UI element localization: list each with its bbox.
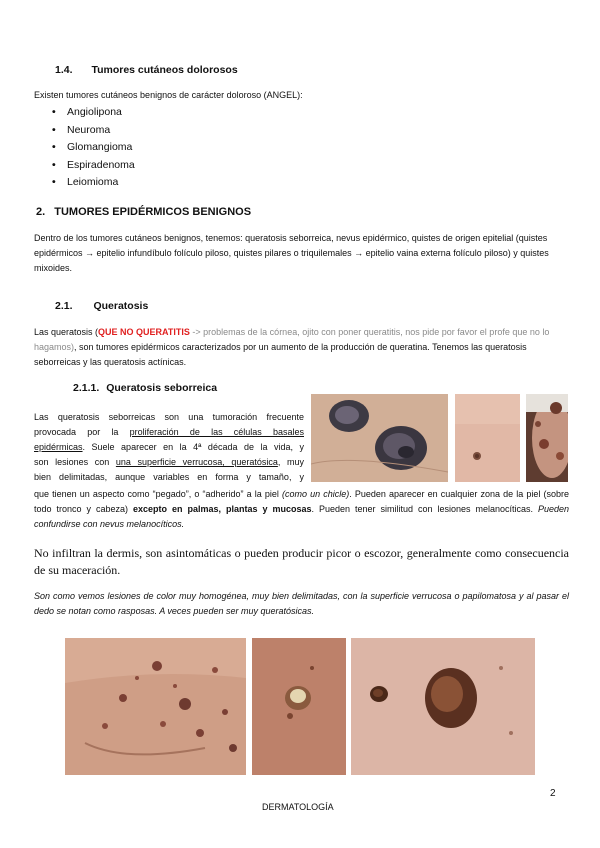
text-run: . Pueden tener similitud con lesiones melanocíticas. [311,504,538,514]
photo-pigmented-lesions [351,638,535,775]
photo-back-lesions [65,638,246,775]
list-item: • Neuroma [52,122,135,140]
text-line [34,425,304,440]
text-run: que tienen un aspecto como “pegado”, o “adherido” a la piel [34,489,282,499]
text-run: . Pueden aparecer en cualquier zona de la piel (sobre todo tronco y cabeza) [34,489,569,514]
warning-text: QUE NO QUERATITIS [98,327,190,337]
heading-title: Queratosis [93,300,149,312]
photo-seborrheic-keratosis-face [526,394,568,482]
heading-number: 2.1.1. [73,382,100,394]
italic-text: (como un chicle) [281,489,350,499]
note-text: -> problemas de la córnea, ojito con poner queratitis, nos pide por favor el profe que no lo hagamos) [34,327,550,352]
photo-seborrheic-keratosis-2 [455,394,520,482]
heading-title: Tumores cutáneos dolorosos [91,64,238,76]
heading-number: 2.1. [55,300,73,312]
underlined-text: epidérmicas [34,442,83,452]
intro-text: Existen tumores cutáneos benignos de carácter doloroso (ANGEL): [34,90,303,100]
underlined-text: proliferación de las células basales [129,427,304,437]
bullet-list [52,104,135,192]
text-run: , muy [277,457,304,467]
text-run: Las queratosis ( [34,327,99,337]
photo-keratotic-lesion [252,638,346,775]
list-item: • Espiradenoma [52,157,135,175]
text-run: son lesiones con [34,457,116,467]
heading-number: 1.4. [55,64,73,76]
underlined-text: una superficie verrucosa, queratósica [115,457,278,467]
list-item: • Leiomioma [52,174,135,192]
seborreica-paragraph [34,487,569,532]
italic-paragraph: Son como vemos lesiones de color muy homogénea, muy bien delimitadas, con la superficie verrucosa o papilomatosa y al pasar el dedo se notan como rasposas. A veces pueden ser muy queratósicas. [34,591,569,616]
heading-2 [36,206,251,218]
text-run: provocada por la [34,427,130,437]
heading-1-4 [55,64,238,76]
heading-title: TUMORES EPIDÉRMICOS BENIGNOS [54,206,252,218]
italic-text: Pueden confundirse con nevus melanocíticos. [34,504,569,529]
text-line: bien delimitadas, aunque variables en forma y tamaño, y [34,472,304,482]
text-run: . Suele aparecer en la 4ª década de la vida, y [82,442,304,452]
list-item: • Glomangioma [52,139,135,157]
text-line: Las queratosis seborreicas son una tumoración frecuente [34,412,304,422]
heading-2-1-1 [73,382,217,394]
footer-label: DERMATOLOGÍA [262,802,334,812]
text-line [34,440,304,455]
photo-seborrheic-keratosis-1 [311,394,448,482]
paragraph-section-2: Dentro de los tumores cutáneos benignos, tenemos: queratosis seborreica, nevus epidérmico, quistes de origen epitelial (quistes epidérmicos → epitelio infundíbulo folículo piloso, quistes pilares o triquilemales → epitelio vaina externa folículo piloso) y quistes mixoides. [34,233,549,273]
page-number: 2 [550,788,556,799]
heading-number: 2. [36,206,46,218]
paragraph-queratosis [34,325,569,370]
text-line [34,455,304,470]
heading-title: Queratosis seborreica [106,382,218,394]
seborreica-lines [34,410,304,485]
heading-2-1 [55,300,148,312]
list-item: • Angiolipona [52,104,135,122]
bold-text: excepto en palmas, plantas y mucosas [132,504,312,514]
serif-paragraph: No infiltran la dermis, son asintomáticas o pueden producir picor o escozor, generalmente como consecuencia de su maceración. [34,546,569,577]
text-run: , son tumores epidérmicos caracterizados por un aumento de la producción de queratina. Tenemos las queratosis seborreicas y las queratosis actínicas. [34,342,527,367]
